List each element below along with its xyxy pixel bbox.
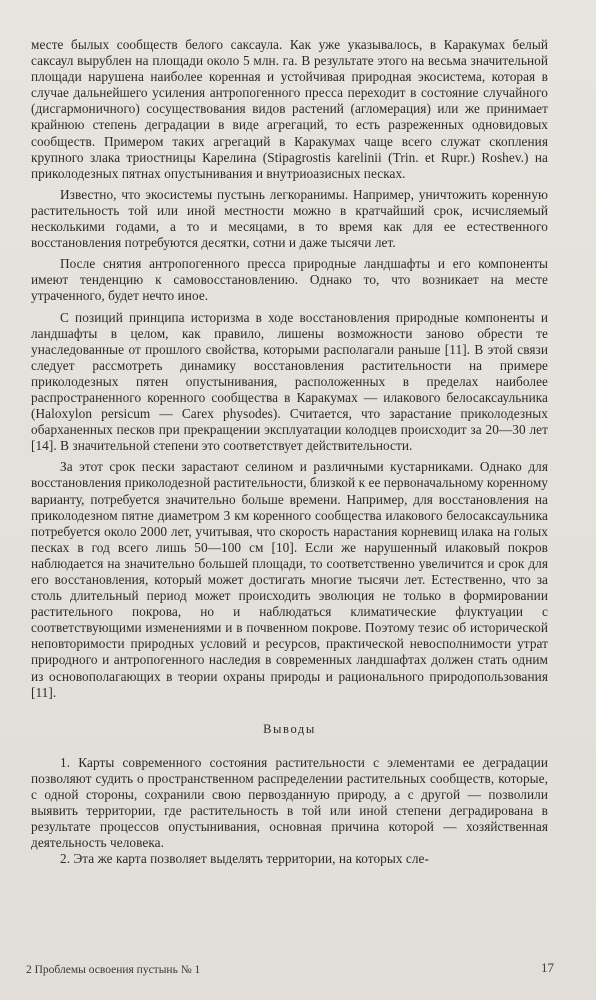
page-number: 17 [541,960,554,975]
conclusion-item: 1. Карты современного состояния растительности с элементами ее деградации позволяют судить о пространственном распределении растительных сообществ, которые, с одной стороны, сохранили свою первозданную природу, а с другой — позволили выявить территории, где растительность в той или иной степени деградирована в результате процессов опустынивания, основная причина которой — хозяйственная деятельность человека. [31,754,548,851]
body-text [31,37,548,868]
signature-mark: 2 Проблемы освоения пустынь № 1 [26,964,201,976]
paragraph: С позиций принципа историзма в ходе восстановления природные компоненты и ландшафты в целом, как правило, лишены возможности заново обрести те унаследованные от прошлого свойства, которыми располагали раньше [11]. В этой связи следует рассмотреть динамику восстановления растительности на примере приколодезных пятен опустынивания, расположенных в пределах наиболее распространенного коренного сообщества в Каракумах — илакового белосаксаульника (Haloxylon persicum — Carex physodes). Считается, что зарастание приколодезных обарханенных песков при прекращении эксплуатации колодцев происходит за 20—30 лет [14]. В значительной степени это соответствует действительности. [31,309,548,454]
paragraph: месте былых сообществ белого саксаула. Как уже указывалось, в Каракумах белый саксаул вырублен на площади около 5 млн. га. В результате этого на весьма значительной площади нарушена наиболее коренная и устойчивая природная экосистема, которая в случае дальнейшего усиления антропогенного пресса переходит в состояние случайного (дисгармоничного) сосуществования видов растений (агломерация) или же принимает крайнюю степень деградации в виде агрегаций, то есть разреженных одновидовых сообществ. Примером таких агрегаций в Каракумах чаще всего служат скопления крупного злака триостницы Карелина (Stipagrostis karelinii (Trin. et Rupr.) Roshev.) на приколодезных пятнах опустынивания и внутриоазисных песках. [31,37,548,181]
conclusion-item: 2. Эта же карта позволяет выделять территории, на которых сле- [60,851,429,867]
paragraph: За этот срок пески зарастают селином и различными кустарниками. Однако для восстановления приколодезной растительности, близкой к ее первоначальному коренному варианту, потребуется значительно больше времени. Например, для восстановления на приколодезном пятне диаметром 3 км коренного сообщества илакового белосаксаульника потребуется около 2000 лет, учитывая, что скорость нарастания корневищ илака на голых песках в год всего лишь 50—100 см [10]. Если же нарушенный илаковый покров наблюдается на значительно большей площади, то соответственно увеличится и срок для его восстановления, который может достигать многие тысячи лет. Естественно, что за столь длительный период может происходить эволюция не только в формировании растительного покрова, но и наблюдаться климатические флуктуации с соответствующими изменениями и в почвенном покрове. Поэтому тезис об исторической неповторимости природных условий и ресурсов, практической невосполнимости утрат природного и антропогенного наследия в современных ландшафтах должен стать одним из основополагающих в теории охраны природы и рационального природопользования [11]. [31,459,548,700]
paragraph: После снятия антропогенного пресса природные ландшафты и его компоненты имеют тенденцию к самовосстановлению. Однако то, что возникает на месте утраченного, будет нечто иное. [31,256,548,304]
paragraph: Известно, что экосистемы пустынь легкоранимы. Например, уничтожить коренную растительность той или иной местности можно в кратчайший срок, исчисляемый несколькими годами, а то и месяцами, в то время как для ее естественного восстановления потребуются десятки, сотни и даже тысячи лет. [31,186,548,251]
section-heading: Выводы [263,721,316,736]
